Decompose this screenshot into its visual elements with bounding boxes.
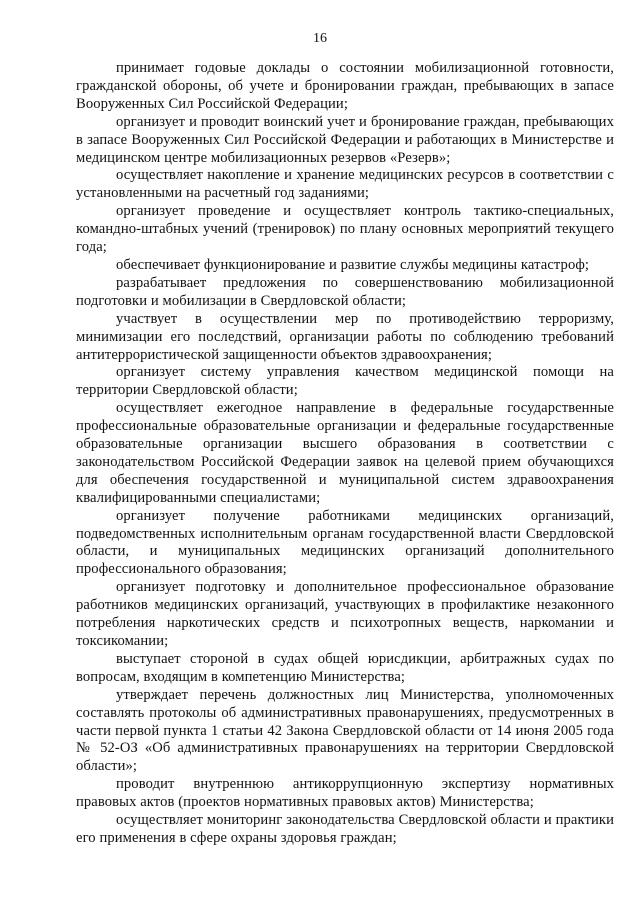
paragraph-3: осуществляет накопление и хранение медицинских ресурсов в соответствии с установленными на расчетный год заданиями; [76, 167, 614, 202]
paragraph-7: участвует в осуществлении мер по противодействию терроризму, минимизации его последствий, организации работы по соблюдению требований антитеррористической защищенности объектов здравоохранения; [76, 310, 614, 363]
paragraph-8: организует систему управления качеством медицинской помощи на территории Свердловской области; [76, 364, 614, 399]
paragraph-5: обеспечивает функционирование и развитие службы медицины катастроф; [116, 256, 590, 273]
paragraph-12: выступает стороной в судах общей юрисдикции, арбитражных судах по вопросам, входящим в компетенцию Министерства; [76, 650, 614, 685]
paragraph-1: принимает годовые доклады о состоянии мобилизационной готовности, гражданской обороны, об учете и бронировании граждан, пребывающих в запасе Вооруженных Сил Российской Федерации; [76, 60, 614, 112]
paragraph-4: организует проведение и осуществляет контроль тактико-специальных, командно-штабных учений (тренировок) по плану основных мероприятий текущего года; [76, 203, 614, 256]
paragraph-11: организует подготовку и дополнительное профессиональное образование работников медицинских организаций, участвующих в профилактике незаконного потребления наркотических средств и психотропных веществ, наркомании и токсикомании; [76, 579, 614, 649]
document-body [76, 60, 614, 848]
paragraph-14: проводит внутреннюю антикоррупционную экспертизу нормативных правовых актов (проектов нормативных правовых актов) Министерства; [76, 776, 614, 811]
paragraph-10: организует получение работниками медицинских организаций, подведомственных исполнительным органам государственной власти Свердловской области, и муниципальных медицинских организаций дополнительного профессионального образования; [76, 507, 614, 578]
paragraph-6: разрабатывает предложения по совершенствованию мобилизационной подготовки и мобилизации в Свердловской области; [76, 274, 614, 309]
paragraph-2: организует и проводит воинский учет и бронирование граждан, пребывающих в запасе Вооруженных Сил Российской Федерации и работающих в Министерстве и медицинском центре мобилизационных резервов «Резерв»; [76, 113, 614, 166]
paragraph-9: осуществляет ежегодное направление в федеральные государственные профессиональные образовательные организации и федеральные государственные образовательные организации высшего образования в соответствии с законодательством Российской Федерации заявок на целевой прием обучающихся для обеспечения государственной и муниципальной систем здравоохранения квалифицированными специалистами; [76, 400, 614, 506]
paragraph-13: утверждает перечень должностных лиц Министерства, уполномоченных составлять протоколы об административных правонарушениях, предусмотренных в части первой пункта 1 статьи 42 Закона Свердловской области от 14 июня 2005 года № 52-ОЗ «Об административных правонарушениях на территории Свердловской области»; [76, 686, 614, 775]
page-number: 16 [313, 31, 327, 46]
paragraph-15: осуществляет мониторинг законодательства Свердловской области и практики его применения в сфере охраны здоровья граждан; [76, 812, 614, 846]
